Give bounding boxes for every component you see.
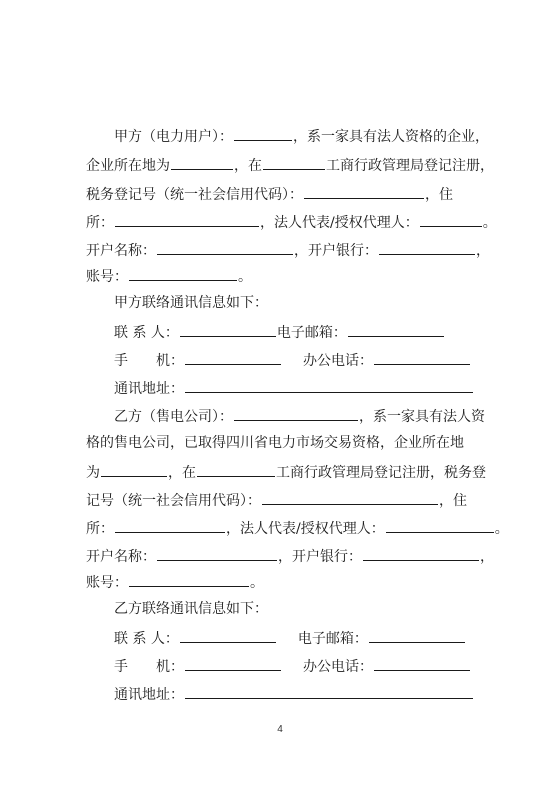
party-b-location-line [86, 462, 506, 482]
party-a-mail-line [114, 378, 534, 398]
party-a-location-line [86, 155, 506, 175]
party-a-mobile-label: 手 机： [114, 353, 184, 369]
page-number: 4 [277, 724, 283, 735]
party-b-mail-blank[interactable] [185, 684, 473, 699]
party-b-bank-label: ，开户银行： [278, 549, 362, 565]
party-b-phone-line [114, 656, 534, 676]
party-a-contact-person-blank[interactable] [180, 322, 276, 337]
party-b-bank-blank[interactable] [363, 546, 479, 561]
party-b-account-no-label: 账号： [86, 575, 128, 591]
party-a-bank-line [86, 240, 506, 260]
party-b-contact-line [114, 628, 534, 648]
party-b-email-label: 电子邮箱： [297, 631, 368, 647]
party-b-tax-blank[interactable] [262, 490, 438, 505]
party-a-address-line [86, 212, 506, 232]
party-a-location-prefix: 企业所在地为 [86, 158, 170, 174]
party-a-tax-prefix: 税务登记号（统一社会信用代码）： [86, 187, 303, 203]
party-a-name-blank[interactable] [234, 126, 292, 141]
party-a-email-label: 电子邮箱： [276, 325, 347, 341]
party-a-legal-rep-label: ，法人代表/授权代理人： [260, 215, 419, 231]
party-a-account-no-blank[interactable] [129, 266, 237, 281]
party-a-account-name-blank[interactable] [157, 240, 293, 255]
party-b-tax-prefix: 记号（统一社会信用代码）： [86, 493, 261, 509]
party-a-address-prefix: 所： [86, 215, 114, 231]
party-a-email-blank[interactable] [348, 322, 444, 337]
party-a-office-phone-label: 办公电话： [303, 353, 373, 369]
party-a-bank-comma: ， [476, 243, 490, 259]
party-b-mail-label: 通讯地址： [114, 687, 184, 703]
party-a-contact-line [114, 322, 534, 342]
party-a-account-line [86, 266, 506, 286]
party-a-address-period: 。 [482, 215, 497, 231]
party-a-mail-blank[interactable] [185, 378, 473, 393]
party-b-bank-comma: ， [480, 549, 494, 565]
party-a-registry-blank[interactable] [263, 155, 325, 170]
party-b-intro-prefix: 乙方（售电公司）： [114, 409, 233, 425]
party-a-tax-line [86, 184, 506, 204]
party-b-location-mid: ，在 [168, 465, 196, 481]
party-b-office-phone-label: 办公电话： [303, 659, 373, 675]
party-a-location-blank[interactable] [171, 155, 233, 170]
party-b-registry-blank[interactable] [197, 462, 275, 477]
party-a-bank-blank[interactable] [379, 240, 475, 255]
party-a-mail-label: 通讯地址： [114, 381, 184, 397]
party-a-intro-line [114, 126, 534, 146]
party-a-mobile-blank[interactable] [185, 350, 281, 365]
party-b-address-prefix: 所： [86, 521, 114, 537]
party-b-contact-person-label: 联 系 人： [114, 631, 179, 647]
party-a-account-no-label: 账号： [86, 269, 128, 285]
party-b-name-blank[interactable] [234, 406, 358, 421]
party-b-account-name-blank[interactable] [157, 546, 277, 561]
party-a-account-period: 。 [238, 269, 252, 285]
party-b-location-suffix: 工商行政管理局登记注册，税务登 [276, 465, 486, 481]
party-b-legal-rep-blank[interactable] [386, 518, 494, 533]
party-a-bank-label: ，开户银行： [294, 243, 378, 259]
party-b-email-blank[interactable] [369, 628, 465, 643]
party-b-address-period: 。 [494, 521, 509, 537]
party-b-intro-suffix: ，系一家具有法人资 [359, 409, 485, 425]
party-a-phone-line [114, 350, 534, 370]
party-a-contact-title: 甲方联络通讯信息如下： [114, 295, 268, 311]
party-a-tax-blank[interactable] [304, 184, 424, 199]
party-b-account-line [86, 572, 506, 592]
party-b-mobile-label: 手 机： [114, 659, 184, 675]
party-b-contact-title: 乙方联络通讯信息如下： [114, 601, 268, 617]
party-a-location-suffix: 工商行政管理局登记注册， [326, 158, 494, 174]
party-b-office-phone-blank[interactable] [374, 656, 470, 671]
party-b-location-blank[interactable] [101, 462, 167, 477]
party-a-account-name-label: 开户名称： [86, 243, 156, 259]
party-b-account-name-label: 开户名称： [86, 549, 156, 565]
party-b-tax-line [86, 490, 506, 510]
party-b-account-period: 。 [250, 575, 264, 591]
party-a-intro-suffix: ，系一家具有法人资格的企业， [293, 129, 489, 145]
party-b-legal-rep-label: ，法人代表/授权代理人： [226, 521, 385, 537]
party-a-intro-prefix: 甲方（电力用户）： [114, 129, 233, 145]
party-a-address-blank[interactable] [115, 212, 259, 227]
party-b-address-blank[interactable] [115, 518, 225, 533]
party-a-office-phone-blank[interactable] [374, 350, 470, 365]
party-b-location-prefix: 为 [86, 465, 100, 481]
party-b-intro-line [114, 406, 534, 426]
party-b-tax-suffix: ，住 [439, 493, 467, 509]
party-b-address-line [86, 518, 509, 538]
party-a-contact-person-label: 联 系 人： [114, 325, 179, 341]
party-a-location-mid: ，在 [234, 158, 262, 174]
party-a-legal-rep-blank[interactable] [420, 212, 482, 227]
party-b-contact-person-blank[interactable] [180, 628, 276, 643]
party-b-account-no-blank[interactable] [129, 572, 249, 587]
party-b-qual-line: 格的售电公司，已取得四川省电力市场交易资格，企业所在地 [86, 435, 464, 451]
party-b-mail-line [114, 684, 534, 704]
party-a-tax-suffix: ，住 [425, 187, 453, 203]
party-b-mobile-blank[interactable] [185, 656, 281, 671]
party-b-bank-line [86, 546, 506, 566]
